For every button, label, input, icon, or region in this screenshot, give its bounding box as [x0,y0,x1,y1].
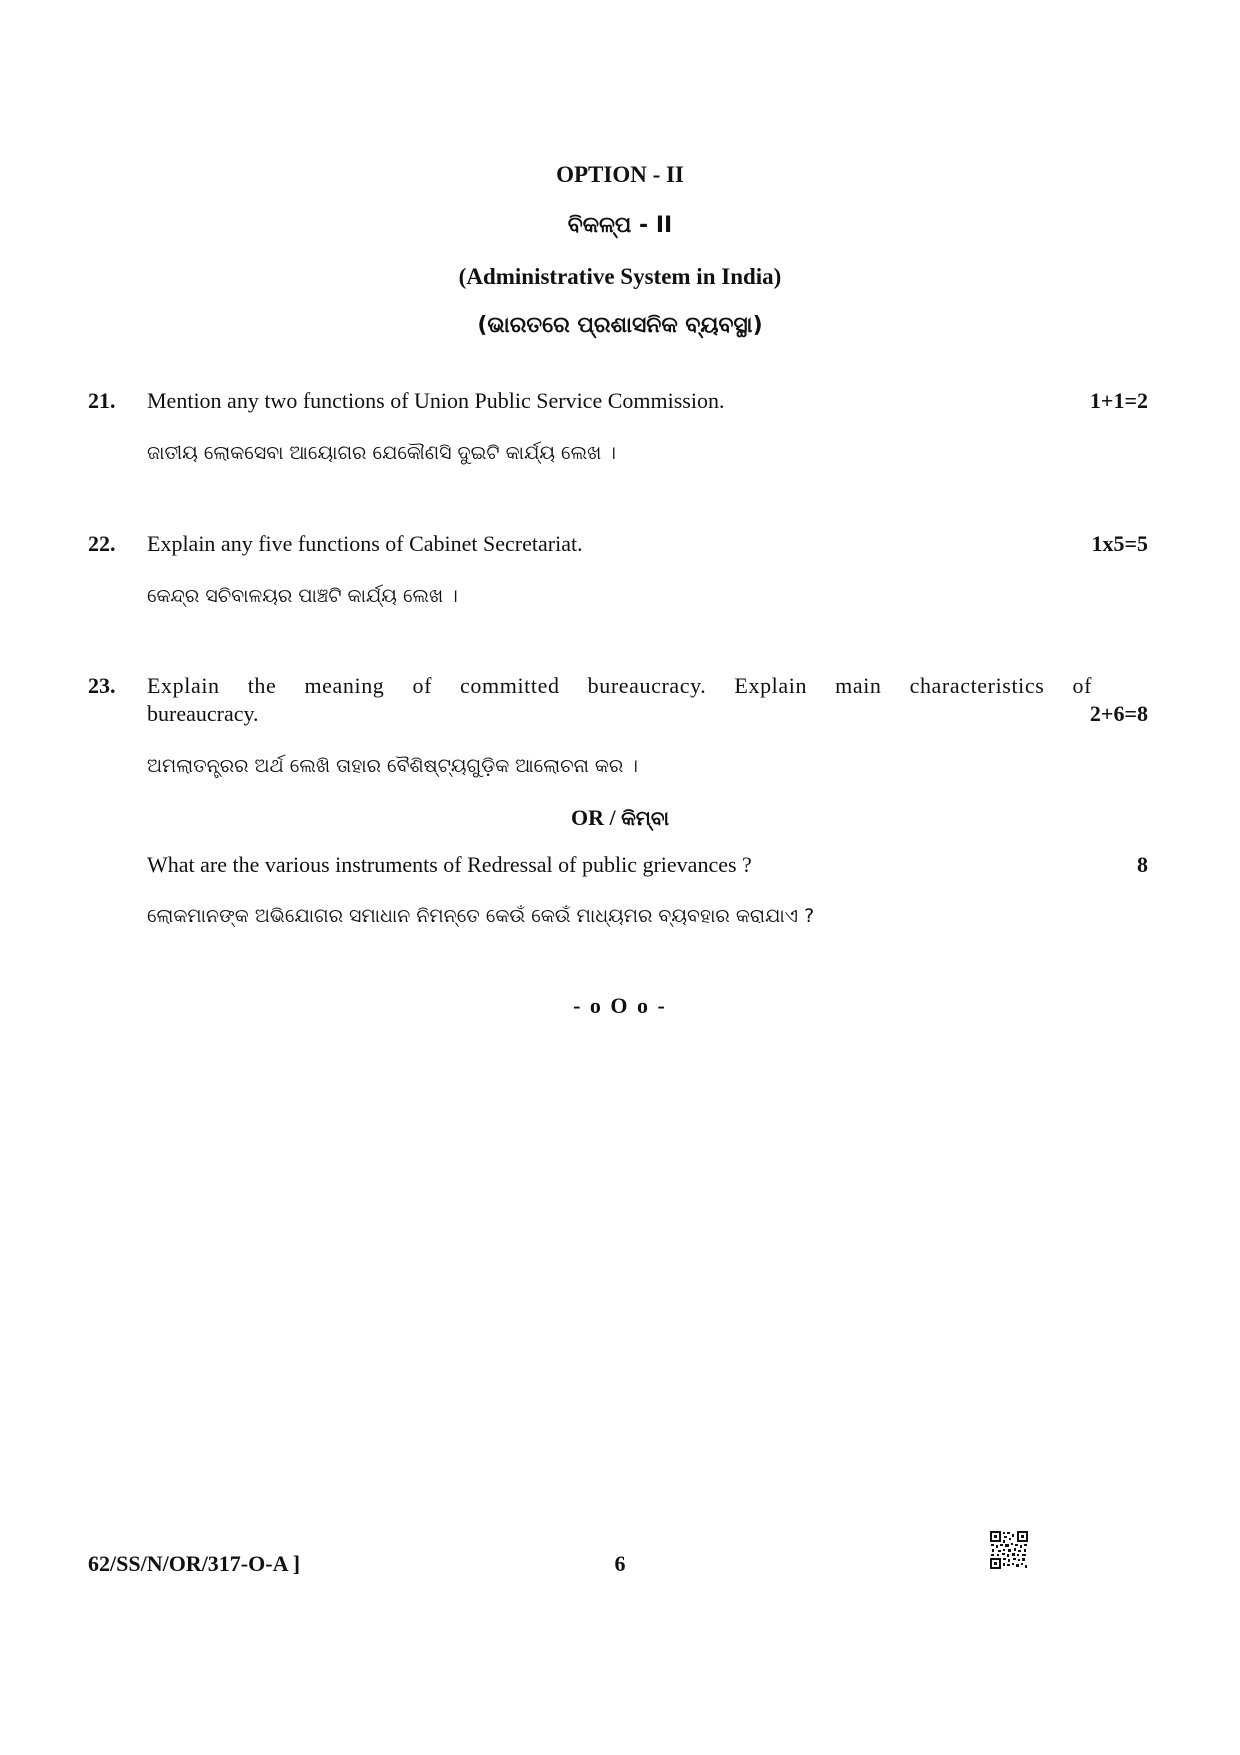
page-number: 6 [614,1551,626,1576]
question-number: 22. [88,531,116,556]
or-label-odia: କିମ୍ବା [621,806,670,830]
subject-title-odia: (ଭାରତରେ ପ୍ରଶାସନିକ ବ୍ୟବସ୍ଥା) [477,313,763,338]
question-text-odia: ଅମଲାତନ୍ତ୍ରର ଅର୍ଥ ଲେଖି ତାହାର ବୈଶିଷ୍ଟ୍ୟଗୁଡ଼ିକ ଆଲୋଚନା କର । [147,755,638,777]
question-text-line1: Explain the meaning of committed bureaucracy. Explain main characteristics of [147,673,1092,698]
question-text-odia: ଜାତୀୟ ଲୋକସେବା ଆୟୋଗର ଯେକୌଣସି ଦୁଇଟି କାର୍ଯ୍ୟ ଲେଖ । [147,442,616,464]
question-marks: 2+6=8 [1089,701,1148,726]
question-text: Mention any two functions of Union Public Service Commission. [147,388,725,413]
question-text: Explain any five functions of Cabinet Secretariat. [147,531,583,556]
question-marks: 1+1=2 [1089,388,1148,413]
option-title-odia: ବିକଳ୍ପ - II [567,213,673,238]
option-title: OPTION - II [556,162,684,187]
question-number: 23. [88,673,116,698]
question-text-odia: କେନ୍ଦ୍ର ସଚିବାଳୟର ପାଞ୍ଚଟି କାର୍ଯ୍ୟ ଲେଖ । [147,585,458,607]
subject-title: (Administrative System in India) [458,264,782,289]
or-separator [0,805,1240,831]
question-marks: 1x5=5 [1091,531,1148,556]
paper-code: 62/SS/N/OR/317-O-A ] [88,1551,301,1576]
end-of-paper-mark: - o O o - [573,993,667,1018]
question-text-line2: bureaucracy. [147,701,259,726]
alt-question-text: What are the various instruments of Redressal of public grievances ? [147,852,752,877]
or-label: OR / [570,805,616,830]
qr-code-icon [989,1530,1029,1570]
alt-question-text-odia: ଲୋକମାନଙ୍କ ଅଭିଯୋଗର ସମାଧାନ ନିମନ୍ତେ କେଉଁ କେଉଁ ମାଧ୍ୟମର ବ୍ୟବହାର କରାଯାଏ ? [147,905,815,927]
question-number: 21. [88,388,116,413]
alt-question-marks: 8 [1137,852,1148,877]
